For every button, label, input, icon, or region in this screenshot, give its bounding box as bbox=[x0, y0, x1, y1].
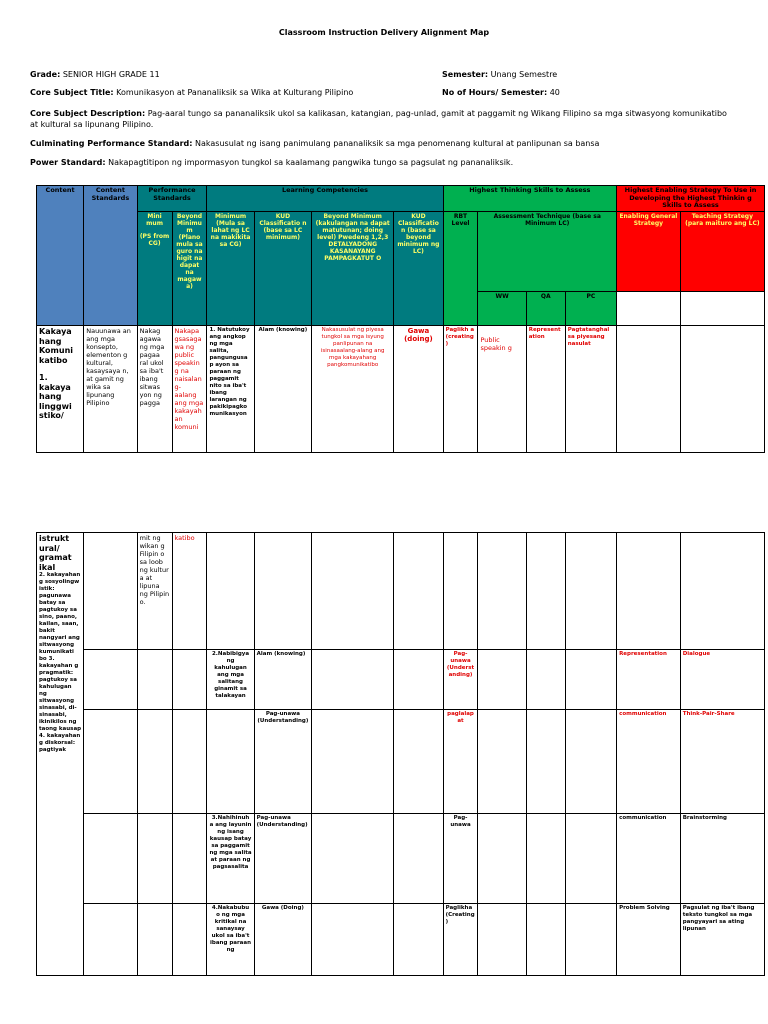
row5-enabling-strategy: communication bbox=[617, 814, 681, 904]
row6-teaching-strategy: Pagsulat ng iba't ibang teksto tungkol sa mga pangyayari sa ating lipunan bbox=[680, 904, 764, 976]
semester-line: Semester: Unang Semestre bbox=[442, 70, 558, 79]
header-enabling-general-strategy: Enabling General Strategy bbox=[617, 212, 681, 292]
header-content: Content bbox=[37, 186, 84, 326]
header-teaching-strategy: Teaching Strategy (para maituro ang LC) bbox=[680, 212, 764, 292]
row4-kud-1: Pag-unawa (Understanding) bbox=[254, 710, 312, 814]
row1-beyond-minimum-ps: Nakapa gsasaga wa ng public speakin g na naisalan g- aalang ang mga kakayah an komuni bbox=[172, 326, 207, 453]
empty-cell bbox=[617, 292, 681, 326]
grade-line: Grade: SENIOR HIGH GRADE 11 bbox=[30, 70, 160, 79]
row3-kud-1: Alam (knowing) bbox=[254, 650, 312, 710]
row1-kud-2: Gawa (doing) bbox=[394, 326, 443, 453]
row1-content-standards: Nauunawa an ang mga konsepto, elementon g kultural, kasaysaya n, at gamit ng wika sa lipunang Pilipino bbox=[84, 326, 137, 453]
row2-content: istrukt ural/ gramat ikal 2. kakayahan g sosyolingw istik: pagunawa batay sa pagtukoy sa sino, paano, kailan, saan, bakit nangyari ang sitwasyong kumunikati bo 3. kakayahan g pragmatik: pagtukoy sa kahulugan ng sitwasyong sinasabi, di-sinasabi, ikinikilos ng taong kausap 4. kakayahan g diskorsal: pagtiyak bbox=[37, 533, 84, 976]
header-rbt-level: RBT Level bbox=[443, 212, 478, 326]
subject-description: Core Subject Description: Pag-aaral tungo sa pananaliksik ukol sa kalikasan, katangian, pag-unlad, gamit at paggamit ng Wikang Filipino sa mga sitwasyong komunikatibo at kultural sa lipunang Pilipino. bbox=[30, 109, 727, 129]
row4-teaching-strategy: Think-Pair-Share bbox=[680, 710, 764, 814]
row1-rbt-level: Paglikh a (creating ) bbox=[443, 326, 478, 453]
page-title: Classroom Instruction Delivery Alignment Map bbox=[278, 28, 490, 37]
header-minimum-lc: Minimum (Mula sa lahat ng LC na makikita sa CG) bbox=[207, 212, 254, 326]
header-performance-standards: Performance Standards bbox=[137, 186, 207, 212]
header-ww: WW bbox=[478, 292, 526, 326]
row1-minimum-ps: Nakag agawa ng mga pagaa ral ukol sa iba't ibang sitwas yon ng pagga bbox=[137, 326, 172, 453]
empty-cell bbox=[617, 326, 681, 453]
power-standard: Power Standard: Nakapagtitipon ng impormasyon tungkol sa kaalamang pangwika tungo sa pagsulat ng pananaliksik. bbox=[30, 158, 514, 167]
hours-line: No of Hours/ Semester: 40 bbox=[442, 88, 560, 97]
header-highest-enabling: Highest Enabling Strategy To Use in Developing the Highest Thinkin g Skills to Assess bbox=[617, 186, 765, 212]
row3-enabling-strategy: Representation bbox=[617, 650, 681, 710]
row1-ww: Public speakin g bbox=[478, 326, 526, 453]
header-learning-competencies: Learning Competencies bbox=[207, 186, 443, 212]
row1-beyond-minimum-lc: Nakasusulat ng piyesa tungkol sa mga isyung panlipunan na isinasaalang-alang ang mga kakayahang pangkomunikatibo bbox=[312, 326, 394, 453]
row6-rbt-level: Paglikha (Creating ) bbox=[443, 904, 478, 976]
header-beyond-minimum-ps: Beyond Minimu m (Plano mula sa guro na higit na dapat na magaw a) bbox=[172, 212, 207, 326]
header-highest-thinking: Highest Thinking Skills to Assess bbox=[443, 186, 617, 212]
row4-enabling-strategy: communication bbox=[617, 710, 681, 814]
empty-cell bbox=[84, 533, 137, 650]
header-content-standards: Content Standards bbox=[84, 186, 137, 326]
row3-minimum-lc: 2.Nabibigya ng kahulugan ang mga salitang ginamit sa talakayan bbox=[207, 650, 254, 710]
row1-content: Kakaya hang Komuni katibo 1. kakaya hang linggwi stiko/ bbox=[37, 326, 84, 453]
row2-beyond-minimum-ps: katibo bbox=[172, 533, 207, 650]
row5-teaching-strategy: Brainstorming bbox=[680, 814, 764, 904]
row1-qa: Represent ation bbox=[526, 326, 565, 453]
header-pc: PC bbox=[565, 292, 616, 326]
header-kud-classification-1: KUD Classificatio n (base sa LC minimum) bbox=[254, 212, 311, 326]
row3-rbt-level: Pag- unawa (Underst anding) bbox=[443, 650, 478, 710]
row5-rbt-level: Pag- unawa bbox=[443, 814, 478, 904]
header-kud-classification-2: KUD Classificatio n (base sa beyond minimum ng LC) bbox=[394, 212, 443, 326]
row6-enabling-strategy: Problem Solving bbox=[617, 904, 681, 976]
row2-minimum-ps: mit ng wikan g Filipin o sa loob ng kultur a at lipuna ng Pilipin o. bbox=[137, 533, 172, 650]
empty-cell bbox=[680, 326, 764, 453]
row3-teaching-strategy: Dialogue bbox=[680, 650, 764, 710]
subject-title-line: Core Subject Title: Komunikasyon at Pananaliksik sa Wika at Kulturang Pilipino bbox=[30, 88, 354, 97]
row6-minimum-lc: 4.Nakabubu o ng mga kritikal na sanaysay ukol sa iba't ibang paraan ng bbox=[207, 904, 254, 976]
row4-rbt-level: paglalap at bbox=[443, 710, 478, 814]
row5-kud-1: Pag-unawa (Understanding) bbox=[254, 814, 312, 904]
row5-minimum-lc: 3.Nahihinuh a ang layunin ng isang kausap batay sa paggamit ng mga salita at paraan ng pagsasalita bbox=[207, 814, 254, 904]
header-beyond-minimum-lc: Beyond Minimum (kakulangan na dapat matutunan; doing level) Pwedeng 1,2,3 DETALYADONG KASANAYANG PAMPAGKATUT O bbox=[312, 212, 394, 326]
empty-cell bbox=[680, 292, 764, 326]
alignment-table-top bbox=[36, 185, 765, 453]
row1-minimum-lc: 1. Natutukoy ang angkop ng mga salita, pangungusa p ayon sa paraan ng paggamit nito sa iba't ibang larangan ng pakikipagko munikasyon bbox=[207, 326, 254, 453]
row1-pc: Pagtatanghal sa piyesang nasulat bbox=[565, 326, 616, 453]
header-minimum-ps: Mini mum (PS from CG) bbox=[137, 212, 172, 326]
header-assessment-technique: Assessment Technique (base sa Minimum LC) bbox=[478, 212, 617, 292]
culminating-standard: Culminating Performance Standard: Nakasusulat ng isang panimulang pananaliksik sa mga penomenang kultural at panlipunan sa bansa bbox=[30, 139, 600, 148]
row6-kud-1: Gawa (Doing) bbox=[254, 904, 312, 976]
alignment-table-bottom bbox=[36, 532, 765, 976]
header-qa: QA bbox=[526, 292, 565, 326]
row1-kud-1: Alam (knowing) bbox=[254, 326, 311, 453]
